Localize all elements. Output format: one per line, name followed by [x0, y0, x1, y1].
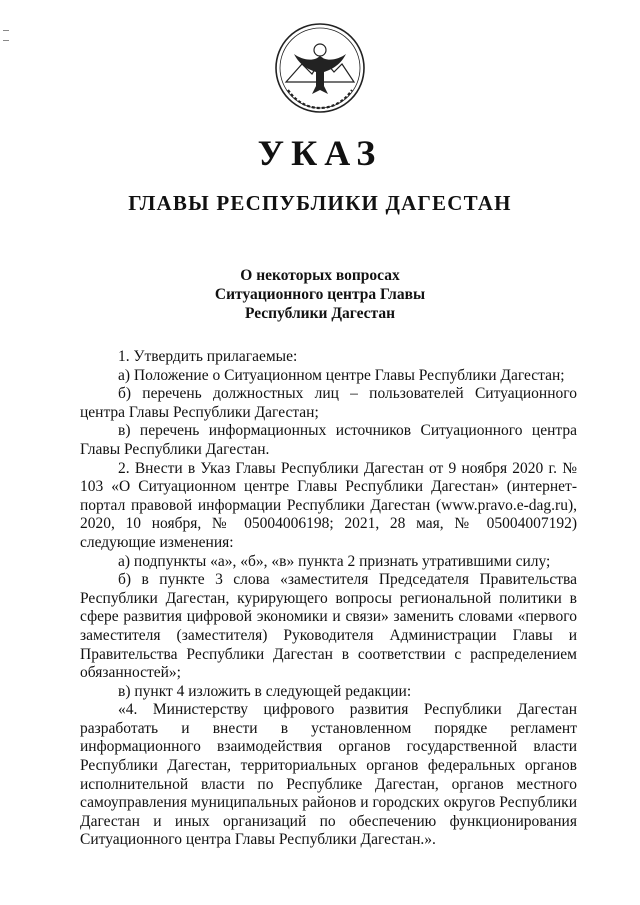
issuer-subtitle: ГЛАВЫ РЕСПУБЛИКИ ДАГЕСТАН	[128, 191, 512, 215]
paragraph: в) перечень информационных источников Ситуационного центра Главы Республики Дагестан.	[80, 422, 577, 458]
heading-line: Ситуационного центра Главы	[214, 286, 426, 303]
heading-line: Республики Дагестан	[244, 305, 396, 322]
paragraph: б) перечень должностных лиц – пользователей Ситуационного центра Главы Республики Дагестан;	[80, 385, 577, 421]
document-heading	[0, 266, 640, 323]
paragraph: а) подпункты «а», «б», «в» пункта 2 признать утратившими силу;	[118, 552, 551, 570]
scan-margin-mark	[3, 30, 9, 31]
document-type-title: УКАЗ	[257, 133, 383, 173]
paragraph: б) в пункте 3 слова «заместителя Председателя Правительства Республики Дагестан, курирующего вопросы региональной политики в сфере развития цифровой экономики и связи» заменить словами «первого заместителя (заместителя) Руководителя Администрации Главы и Правительства Республики Дагестан в соответствии с распределением обязанностей»;	[80, 571, 577, 682]
emblem-icon	[272, 20, 368, 116]
paragraph: 1. Утвердить прилагаемые:	[118, 348, 298, 365]
paragraph: в) пункт 4 изложить в следующей редакции:	[118, 682, 412, 700]
paragraph: а) Положение о Ситуационном центре Главы Республики Дагестан;	[118, 366, 565, 384]
scan-margin-mark	[3, 40, 9, 41]
document-body	[80, 348, 577, 850]
paragraph: 2. Внести в Указ Главы Республики Дагестан от 9 ноября 2020 г. № 103 «О Ситуационном центре Главы Республики Дагестан» (интернет-портал правовой информации Республики Дагестан (www.pravo.e-dag.ru), 2020, 10 ноября, № 05004006198; 2021, 28 мая, № 05004007192) следующие изменения:	[80, 459, 577, 551]
paragraph: «4. Министерству цифрового развития Республики Дагестан разработать и внести в установленном порядке регламент информационного взаимодействия органов государственной власти Республики Дагестан, территориальных органов федеральных органов исполнительной власти по Республике Дагестан, органов местного самоуправления муниципальных районов и городских округов Республики Дагестан и иных организаций по обеспечению функционирования Ситуационного центра Главы Республики Дагестан.».	[80, 701, 577, 849]
heading-line: О некоторых вопросах	[240, 267, 400, 284]
